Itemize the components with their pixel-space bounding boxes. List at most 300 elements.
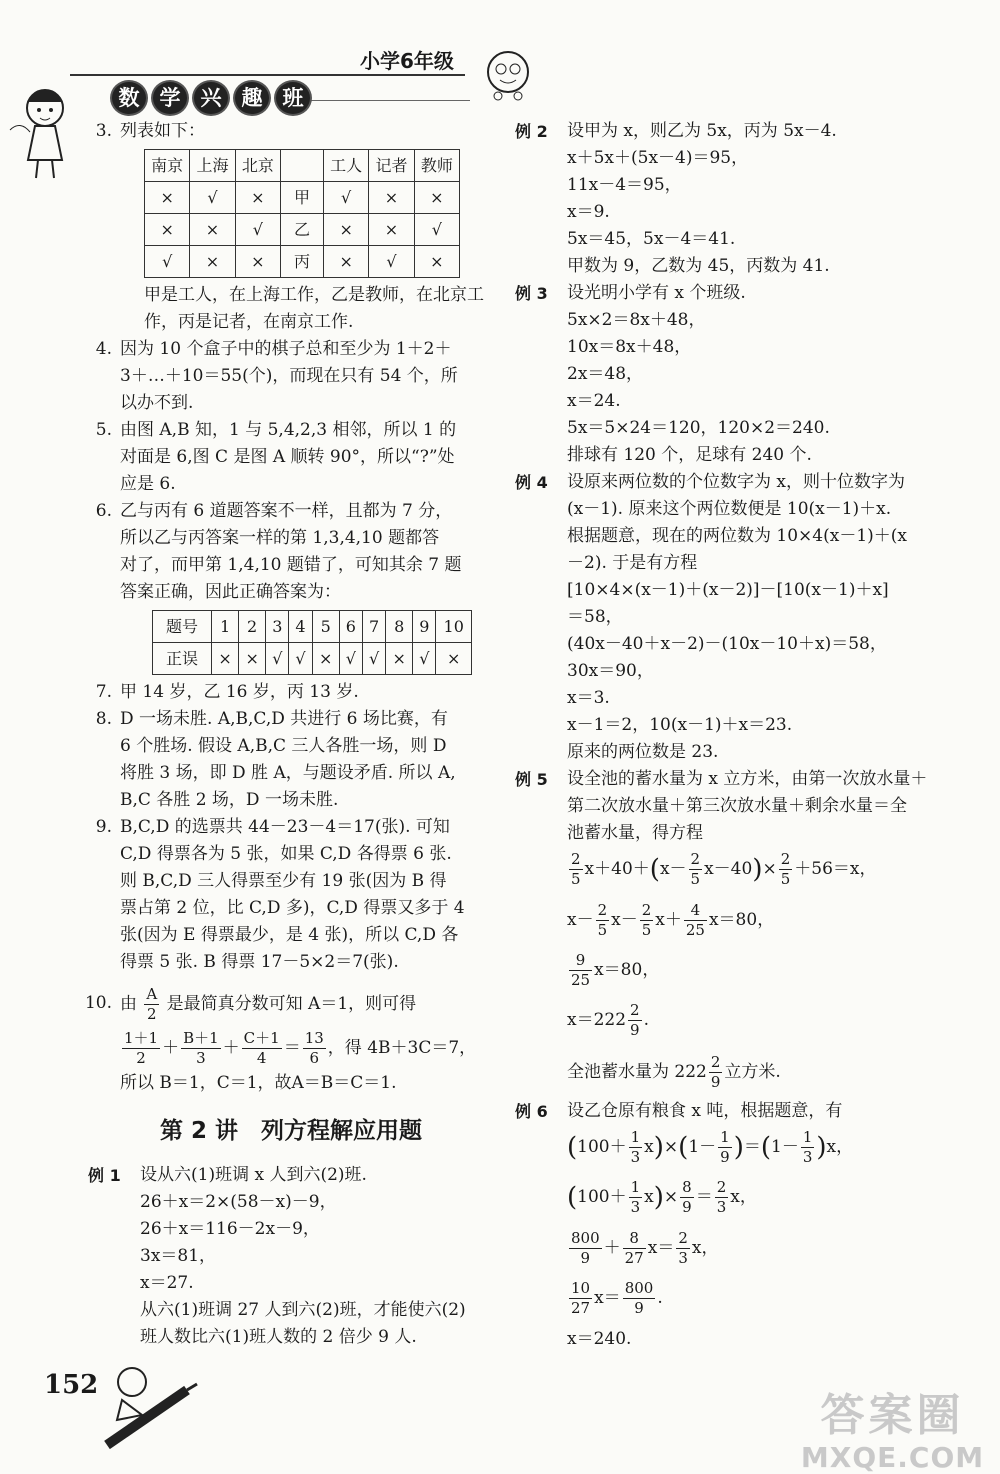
example-4 bbox=[515, 469, 935, 766]
table-cell: √ bbox=[413, 643, 436, 675]
book-title-char: 学 bbox=[151, 80, 189, 116]
text-line: 则 B,C,D 三人得票至少有 19 张(因为 B 得 bbox=[120, 871, 447, 891]
answer-number: 6. bbox=[95, 501, 112, 521]
text-line: 10x＝8x＋48， bbox=[567, 337, 692, 357]
numerator: 1 bbox=[630, 1178, 641, 1196]
table-cell: 9 bbox=[413, 611, 436, 643]
table-cell: 甲 bbox=[280, 182, 323, 214]
example-label: 例 1 bbox=[88, 1166, 121, 1185]
book-title-char: 兴 bbox=[192, 80, 230, 116]
denominator: 5 bbox=[597, 920, 608, 939]
numerator: 8 bbox=[682, 1178, 692, 1196]
table-cell: 8 bbox=[386, 611, 413, 643]
paren-right-icon: ) bbox=[653, 1132, 664, 1162]
paren-left-icon: ( bbox=[649, 854, 660, 885]
fraction bbox=[709, 1053, 723, 1092]
table-cell: × bbox=[369, 214, 414, 246]
fraction bbox=[122, 1029, 160, 1068]
table-cell: √ bbox=[266, 643, 289, 675]
fraction bbox=[303, 1029, 326, 1068]
fraction bbox=[718, 1128, 732, 1167]
table-row bbox=[153, 643, 472, 675]
fraction bbox=[684, 901, 707, 940]
fraction bbox=[569, 951, 592, 990]
denominator: 5 bbox=[571, 870, 581, 888]
text-fragment: . bbox=[657, 1287, 663, 1308]
denominator: 27 bbox=[571, 1298, 591, 1317]
denominator: 3 bbox=[196, 1049, 206, 1067]
text-line: ＝58， bbox=[567, 607, 623, 627]
numerator: C＋1 bbox=[243, 1029, 280, 1047]
table-cell: × bbox=[414, 246, 459, 278]
text-line: 5x×2＝8x＋48， bbox=[567, 310, 706, 330]
table-cell: √ bbox=[414, 214, 459, 246]
table-cell: 乙 bbox=[280, 214, 323, 246]
text-line: D 一场未胜. A,B,C,D 共进行 6 场比赛，有 bbox=[120, 709, 448, 729]
text-fragment: × bbox=[762, 859, 777, 879]
text-fragment: × bbox=[663, 1187, 679, 1207]
text-line: x＋5x＋(5x－4)＝95， bbox=[567, 148, 749, 168]
fraction bbox=[596, 901, 610, 940]
paren-left-icon: ( bbox=[567, 1182, 578, 1213]
table-cell: √ bbox=[323, 182, 368, 214]
page-number: 152 bbox=[44, 1370, 99, 1400]
text-fragment: 100＋ bbox=[577, 1187, 627, 1207]
watermark-top-text: 答案圈 bbox=[820, 1390, 965, 1441]
fraction bbox=[629, 1178, 643, 1217]
fraction bbox=[680, 1178, 694, 1217]
text-line: 6 个胜场. 假设 A,B,C 三人各胜一场，则 D bbox=[120, 736, 447, 756]
text-line: 原来的两位数是 23. bbox=[567, 742, 719, 762]
text-line: B,C,D 的选票共 44－23－4＝17(张). 可知 bbox=[120, 817, 450, 837]
table-header-row bbox=[145, 150, 460, 182]
answer-number: 3. bbox=[95, 121, 112, 141]
paren-left-icon: ( bbox=[567, 1132, 578, 1162]
equation-line bbox=[567, 948, 935, 992]
table-cell: √ bbox=[190, 182, 235, 214]
denominator: 4 bbox=[256, 1049, 267, 1067]
text-line: B,C 各胜 2 场，D 一场未胜. bbox=[120, 790, 339, 810]
text-line: x＝27. bbox=[140, 1273, 194, 1293]
numerator: 10 bbox=[571, 1278, 591, 1297]
table-cell: √ bbox=[289, 643, 312, 675]
left-column bbox=[68, 118, 488, 1097]
text-fragment: x＋40＋ bbox=[584, 859, 650, 879]
text-fragment: x， bbox=[691, 1237, 719, 1258]
denominator: 2 bbox=[136, 1049, 146, 1067]
answer-key-table bbox=[152, 610, 472, 675]
table-cell: × bbox=[369, 182, 414, 214]
answer-number: 8. bbox=[95, 709, 112, 729]
watermark bbox=[800, 1390, 985, 1474]
answer-4 bbox=[68, 336, 488, 417]
table-cell: × bbox=[312, 643, 339, 675]
numerator: 1 bbox=[630, 1127, 641, 1146]
text-fragment: 由 bbox=[120, 994, 137, 1014]
numerator: 800 bbox=[571, 1228, 600, 1247]
text-line: (40x－40＋x－2)－(10x－10＋x)＝58， bbox=[567, 634, 887, 654]
fraction bbox=[779, 850, 793, 889]
answer-6 bbox=[68, 498, 488, 606]
book-title-char: 趣 bbox=[233, 80, 271, 116]
table-cell: × bbox=[323, 214, 368, 246]
table-cell: √ bbox=[235, 214, 280, 246]
denominator: 9 bbox=[634, 1298, 644, 1317]
text-line: 设从六(1)班调 x 人到六(2)班. bbox=[140, 1165, 367, 1185]
example-5 bbox=[515, 766, 935, 1094]
equation-line bbox=[567, 847, 935, 892]
text-fragment: x＝ bbox=[594, 1287, 621, 1308]
text-fragment: 1－ bbox=[688, 1136, 717, 1157]
text-line bbox=[120, 982, 488, 1026]
text-line: 乙与丙有 6 道题答案不一样，且都为 7 分， bbox=[120, 501, 453, 521]
table-cell: 10 bbox=[436, 611, 472, 643]
text-fragment: ＋56＝x， bbox=[794, 859, 877, 879]
table-cell: × bbox=[145, 214, 190, 246]
denominator: 9 bbox=[580, 1248, 591, 1267]
text-line: x＝3. bbox=[567, 688, 610, 708]
answer-7 bbox=[68, 679, 488, 706]
example-label: 例 5 bbox=[515, 770, 548, 789]
text-fragment: ＝ bbox=[743, 1136, 761, 1157]
text-fragment: x－40 bbox=[704, 859, 753, 879]
numerator: 1＋1 bbox=[124, 1029, 159, 1047]
lecture-title: 第 2 讲 列方程解应用题 bbox=[160, 1118, 423, 1144]
fraction bbox=[801, 1128, 815, 1167]
equation-line bbox=[567, 898, 935, 942]
text-line: 池蓄水量，得方程 bbox=[567, 823, 703, 843]
equation-line bbox=[567, 1125, 935, 1170]
answer-number: 5. bbox=[95, 420, 112, 440]
table-cell: × bbox=[190, 246, 235, 278]
numerator: B＋1 bbox=[183, 1029, 219, 1047]
denominator: 3 bbox=[802, 1147, 813, 1166]
text-line: 26＋x＝116－2x－9， bbox=[140, 1219, 320, 1239]
header-rule-thin bbox=[300, 100, 470, 101]
table-cell: 题号 bbox=[153, 611, 212, 643]
table-cell: √ bbox=[369, 246, 414, 278]
denominator: 27 bbox=[624, 1248, 644, 1267]
table-cell: × bbox=[414, 182, 459, 214]
fraction bbox=[181, 1029, 221, 1068]
fraction bbox=[629, 1128, 643, 1167]
table-cell: 工人 bbox=[323, 150, 368, 182]
table-cell: × bbox=[145, 182, 190, 214]
numerator: 2 bbox=[597, 900, 608, 919]
answer-number: 4. bbox=[95, 339, 112, 359]
smiley-mascot-icon bbox=[478, 44, 538, 104]
text-fragment: × bbox=[663, 1136, 679, 1157]
denominator: 6 bbox=[309, 1049, 320, 1067]
table-cell: 4 bbox=[289, 611, 312, 643]
operator: ＝ bbox=[283, 1038, 301, 1058]
equation-line bbox=[567, 1050, 935, 1094]
table-row bbox=[145, 246, 460, 278]
fraction bbox=[569, 1229, 602, 1268]
answer-8 bbox=[68, 706, 488, 814]
book-title-char: 数 bbox=[110, 80, 148, 116]
text-line: 应是 6. bbox=[120, 474, 176, 494]
text-fragment: x， bbox=[730, 1187, 757, 1207]
numerator: 2 bbox=[710, 1052, 721, 1071]
text-line: 排球有 120 个，足球有 240 个. bbox=[567, 445, 812, 465]
table-cell: 南京 bbox=[145, 150, 190, 182]
example-label: 例 4 bbox=[515, 473, 548, 492]
paren-right-icon: ) bbox=[733, 1132, 744, 1162]
text-fragment: ＋ bbox=[603, 1237, 621, 1258]
text-line: 设乙仓原有粮食 x 吨，根据题意，有 bbox=[567, 1100, 843, 1121]
text-fragment: ＝ bbox=[695, 1187, 713, 1207]
right-column bbox=[515, 118, 935, 1353]
text-line: 甲数为 9，乙数为 45，丙数为 41. bbox=[567, 256, 830, 276]
text-line: 甲是工人，在上海工作，乙是教师，在北京工 bbox=[144, 285, 484, 305]
denominator: 3 bbox=[678, 1248, 688, 1267]
table-cell: 正误 bbox=[153, 643, 212, 675]
example-label: 例 6 bbox=[515, 1101, 548, 1121]
text-line: 甲 14 岁，乙 16 岁，丙 13 岁. bbox=[120, 682, 359, 702]
example-1 bbox=[88, 1162, 488, 1351]
example-3 bbox=[515, 280, 935, 469]
text-line: 对面是 6,图 C 是图 A 顺转 90°，所以“?”处 bbox=[120, 447, 455, 467]
table-row bbox=[145, 182, 460, 214]
table-cell: × bbox=[386, 643, 413, 675]
text-fragment: x bbox=[644, 1136, 654, 1157]
paren-right-icon: ) bbox=[816, 1132, 827, 1162]
table-cell: × bbox=[235, 182, 280, 214]
fraction bbox=[144, 985, 159, 1024]
table-cell: 1 bbox=[212, 611, 239, 643]
equation-line bbox=[567, 1226, 935, 1270]
denominator: 3 bbox=[630, 1198, 641, 1216]
text-line: 将胜 3 场，即 D 胜 A，与题设矛盾. 所以 A, bbox=[120, 763, 456, 783]
text-line: 对了，而甲第 1,4,10 题错了，可知其余 7 题 bbox=[120, 555, 462, 575]
answer-5 bbox=[68, 417, 488, 498]
fraction bbox=[676, 1229, 690, 1268]
fraction bbox=[242, 1029, 282, 1068]
text-fragment: ，得 4B＋3C＝7， bbox=[327, 1038, 477, 1058]
text-fragment: x－ bbox=[611, 909, 638, 930]
text-line: 设全池的蓄水量为 x 立方米，由第一次放水量＋ bbox=[567, 769, 928, 789]
text-line: 由图 A,B 知，1 与 5,4,2,3 相邻，所以 1 的 bbox=[120, 420, 457, 440]
operator: ＋ bbox=[162, 1038, 180, 1058]
mascot-on-pencil-icon bbox=[92, 1360, 202, 1455]
numerator: 2 bbox=[641, 900, 652, 919]
text-line: 根据题意，现在的两位数为 10×4(x－1)＋(x bbox=[567, 526, 907, 546]
table-cell bbox=[280, 150, 323, 182]
text-fragment: x＝222 bbox=[567, 1009, 627, 1030]
table-cell: 3 bbox=[266, 611, 289, 643]
numerator: 1 bbox=[720, 1127, 730, 1146]
numerator: 2 bbox=[571, 850, 581, 868]
table-cell: √ bbox=[362, 643, 385, 675]
denominator: 3 bbox=[716, 1198, 727, 1216]
answer-3-conclusion bbox=[68, 282, 488, 336]
assignment-table bbox=[144, 149, 460, 278]
text-line: 设原来两位数的个位数字为 x，则十位数字为 bbox=[567, 472, 905, 492]
text-line: x－1＝2，10(x－1)＋x＝23. bbox=[567, 715, 793, 735]
answer-text: 列表如下： bbox=[120, 121, 205, 141]
text-fragment: x－ bbox=[567, 909, 594, 930]
text-fragment: x＋ bbox=[655, 909, 682, 930]
paren-left-icon: ( bbox=[678, 1132, 689, 1162]
denominator: 3 bbox=[630, 1147, 641, 1166]
watermark-bottom-text: MXQE.COM bbox=[800, 1441, 985, 1474]
operator: ＋ bbox=[222, 1038, 240, 1058]
example-label: 例 3 bbox=[515, 284, 548, 303]
table-cell: 北京 bbox=[235, 150, 280, 182]
table-cell: 记者 bbox=[369, 150, 414, 182]
denominator: 9 bbox=[630, 1020, 640, 1039]
text-line: 11x－4＝95， bbox=[567, 175, 682, 195]
table-cell: 5 bbox=[312, 611, 339, 643]
numerator: 13 bbox=[304, 1029, 324, 1047]
text-line: x＝24. bbox=[567, 391, 621, 411]
answer-9 bbox=[68, 814, 488, 976]
denominator: 5 bbox=[780, 870, 791, 888]
numerator: 2 bbox=[780, 850, 791, 868]
text-line: C,D 得票各为 5 张，如果 C,D 各得票 6 张. bbox=[120, 844, 452, 864]
text-line: 答案正确，因此正确答案为： bbox=[120, 582, 341, 602]
answer-number: 9. bbox=[95, 817, 112, 837]
text-line: 票占第 2 位，比 C,D 多)，C,D 得票又多于 4 bbox=[120, 898, 465, 918]
denominator: 2 bbox=[147, 1005, 157, 1023]
text-line: 3x＝81， bbox=[140, 1246, 217, 1266]
text-fragment: x－ bbox=[659, 859, 687, 879]
text-fragment: x＝80， bbox=[708, 909, 775, 930]
text-fragment: x＝ bbox=[647, 1237, 675, 1258]
page-header bbox=[0, 0, 1000, 120]
text-fragment: 100＋ bbox=[577, 1136, 627, 1157]
fraction bbox=[715, 1178, 729, 1217]
book-title-char: 班 bbox=[274, 80, 312, 116]
fraction bbox=[628, 1001, 642, 1040]
text-line: 所以乙与丙答案一样的第 1,3,4,10 题都答 bbox=[120, 528, 440, 548]
grade-label: 小学6年级 bbox=[360, 49, 454, 73]
paren-right-icon: ) bbox=[752, 854, 763, 885]
numerator: 9 bbox=[569, 951, 592, 971]
text-line: －2). 于是有方程 bbox=[567, 553, 698, 573]
text-fragment: x bbox=[644, 1187, 654, 1207]
table-cell: 丙 bbox=[280, 246, 323, 278]
book-title bbox=[110, 80, 312, 116]
numerator: 800 bbox=[624, 1278, 654, 1297]
table-row bbox=[153, 611, 472, 643]
answer-number: 10. bbox=[84, 993, 112, 1013]
answer-3 bbox=[68, 118, 488, 145]
numerator: 2 bbox=[716, 1178, 727, 1196]
table-cell: 7 bbox=[362, 611, 385, 643]
text-line: 以办不到. bbox=[120, 393, 194, 413]
table-cell: √ bbox=[145, 246, 190, 278]
example-block bbox=[88, 1162, 488, 1351]
text-fragment: x＝80， bbox=[594, 959, 660, 980]
text-line: 2x＝48， bbox=[567, 364, 644, 384]
text-line bbox=[120, 1026, 488, 1070]
denominator: 9 bbox=[710, 1072, 721, 1091]
fraction bbox=[569, 1279, 592, 1318]
fraction bbox=[640, 901, 654, 940]
fraction bbox=[623, 1279, 656, 1318]
table-cell: 6 bbox=[339, 611, 362, 643]
example-6 bbox=[515, 1098, 935, 1353]
text-line: 因为 10 个盒子中的棋子总和至少为 1＋2＋ bbox=[120, 339, 452, 359]
table-row bbox=[145, 214, 460, 246]
text-line: 26＋x＝2×(58－x)－9， bbox=[140, 1192, 337, 1212]
table-cell: × bbox=[190, 214, 235, 246]
text-line: x＝240. bbox=[567, 1328, 632, 1349]
text-line: 张(因为 E 得票最少，是 4 张)，所以 C,D 各 bbox=[120, 925, 459, 945]
numerator: 2 bbox=[690, 850, 701, 868]
text-line: 30x＝90， bbox=[567, 661, 654, 681]
numerator: 2 bbox=[630, 1000, 640, 1019]
denominator: 5 bbox=[641, 920, 652, 939]
denominator: 25 bbox=[571, 970, 591, 989]
denominator: 25 bbox=[685, 920, 705, 939]
text-line: 设光明小学有 x 个班级. bbox=[567, 283, 746, 303]
text-line: 从六(1)班调 27 人到六(2)班，才能使六(2) bbox=[140, 1300, 466, 1320]
table-cell: × bbox=[436, 643, 472, 675]
table-cell: × bbox=[212, 643, 239, 675]
text-fragment: 全池蓄水量为 222 bbox=[567, 1061, 707, 1082]
numerator: 2 bbox=[678, 1228, 688, 1247]
text-line: 设甲为 x，则乙为 5x，丙为 5x－4. bbox=[567, 121, 837, 141]
text-fragment: 立方米. bbox=[724, 1061, 781, 1082]
table-cell: × bbox=[323, 246, 368, 278]
text-line: [10×4×(x－1)＋(x－2)]－[10(x－1)＋x] bbox=[567, 580, 889, 600]
text-line: 3＋…＋10＝55(个)，而现在只有 54 个，所 bbox=[120, 366, 458, 386]
paren-right-icon: ) bbox=[653, 1182, 664, 1213]
numerator: A bbox=[146, 985, 158, 1003]
answer-number: 7. bbox=[95, 682, 112, 702]
text-line: 5x＝5×24＝120，120×2＝240. bbox=[567, 418, 830, 438]
text-fragment: x， bbox=[826, 1136, 854, 1157]
table-cell: 上海 bbox=[190, 150, 235, 182]
denominator: 5 bbox=[690, 870, 701, 888]
text-line: 作，丙是记者，在南京工作. bbox=[144, 312, 354, 332]
table-cell: 教师 bbox=[414, 150, 459, 182]
denominator: 9 bbox=[682, 1198, 692, 1216]
text-line: 5x＝45，5x－4＝41. bbox=[567, 229, 736, 249]
text-line: 得票 5 张. B 得票 17－5×2＝7(张). bbox=[120, 952, 399, 972]
text-line: x＝9. bbox=[567, 202, 610, 222]
table-cell: 2 bbox=[239, 611, 266, 643]
text-line: 班人数比六(1)班人数的 2 倍少 9 人. bbox=[140, 1327, 417, 1347]
text-fragment: 是最简真分数可知 A＝1，则可得 bbox=[166, 994, 417, 1014]
numerator: 1 bbox=[802, 1127, 813, 1146]
equation-line bbox=[567, 1276, 935, 1320]
text-fragment: . bbox=[643, 1009, 649, 1030]
answer-10 bbox=[68, 982, 488, 1097]
fraction bbox=[569, 850, 583, 889]
text-line: 第二次放水量＋第三次放水量＋剩余水量＝全 bbox=[567, 796, 907, 816]
table-cell: × bbox=[239, 643, 266, 675]
equation-line bbox=[567, 998, 935, 1042]
fraction bbox=[623, 1229, 646, 1268]
fraction bbox=[689, 850, 703, 889]
text-line: (x－1). 原来这个两位数便是 10(x－1)＋x. bbox=[567, 499, 892, 519]
numerator: 8 bbox=[623, 1229, 646, 1249]
equation-line bbox=[567, 1175, 935, 1220]
text-line: 所以 B＝1，C＝1，故A＝B＝C＝1. bbox=[120, 1073, 397, 1093]
denominator: 9 bbox=[720, 1147, 730, 1166]
example-label: 例 2 bbox=[515, 122, 548, 141]
numerator: 4 bbox=[684, 901, 707, 921]
example-2 bbox=[515, 118, 935, 280]
table-cell: × bbox=[235, 246, 280, 278]
text-fragment: 1－ bbox=[771, 1136, 799, 1157]
table-cell: √ bbox=[339, 643, 362, 675]
paren-left-icon: ( bbox=[760, 1132, 771, 1162]
